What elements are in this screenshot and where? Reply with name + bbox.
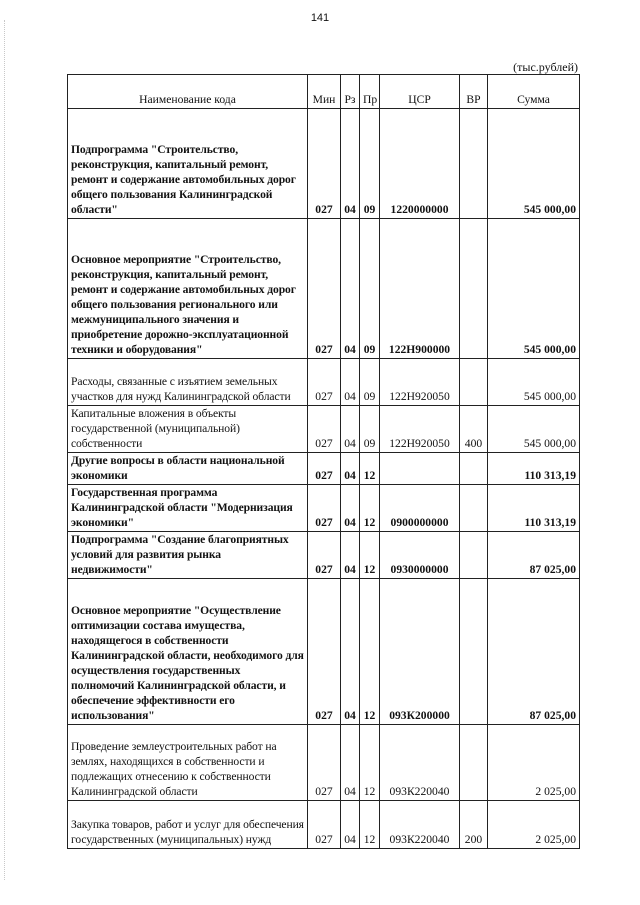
row-rz: 04 <box>341 579 360 725</box>
row-csr: 093К220040 <box>380 801 460 849</box>
row-pr: 12 <box>360 801 380 849</box>
row-name: Основное мероприятие "Строительство, реконструкция, капитальный ремонт, ремонт и содержание автомобильных дорог общего пользования регионального или межмуниципального значения и приобретение дорожно-эксплуатационной техники и оборудования" <box>68 219 308 359</box>
row-sum: 2 025,00 <box>488 801 580 849</box>
table-row <box>68 109 580 219</box>
row-sum: 545 000,00 <box>488 109 580 219</box>
row-rz: 04 <box>341 406 360 453</box>
table-row <box>68 219 580 359</box>
row-min: 027 <box>308 801 341 849</box>
row-pr: 09 <box>360 109 380 219</box>
row-name: Расходы, связанные с изъятием земельных участков для нужд Калининградской области <box>68 359 308 406</box>
row-vr <box>460 453 488 485</box>
row-sum: 87 025,00 <box>488 532 580 579</box>
table-row <box>68 532 580 579</box>
row-name: Закупка товаров, работ и услуг для обеспечения государственных (муниципальных) нужд <box>68 801 308 849</box>
row-name: Основное мероприятие "Осуществление оптимизации состава имущества, находящегося в собственности Калининградской области, необходимого для осуществления государственных полномочий Калининградской области, и обеспечение эффективности его использования" <box>68 579 308 725</box>
table-row <box>68 406 580 453</box>
row-csr: 122Н920050 <box>380 406 460 453</box>
row-vr: 400 <box>460 406 488 453</box>
row-csr: 0900000000 <box>380 485 460 532</box>
row-vr: 200 <box>460 801 488 849</box>
row-sum: 545 000,00 <box>488 359 580 406</box>
page-number: 141 <box>310 12 330 24</box>
row-vr <box>460 359 488 406</box>
row-min: 027 <box>308 406 341 453</box>
row-min: 027 <box>308 453 341 485</box>
budget-table <box>67 74 580 849</box>
row-min: 027 <box>308 579 341 725</box>
row-sum: 110 313,19 <box>488 485 580 532</box>
table-row <box>68 359 580 406</box>
row-csr: 122Н920050 <box>380 359 460 406</box>
row-csr: 093К200000 <box>380 579 460 725</box>
row-sum: 87 025,00 <box>488 579 580 725</box>
units-note: (тыс.рублей) <box>513 60 578 74</box>
row-rz: 04 <box>341 485 360 532</box>
row-pr: 09 <box>360 406 380 453</box>
row-min: 027 <box>308 725 341 801</box>
row-rz: 04 <box>341 801 360 849</box>
table-row <box>68 485 580 532</box>
row-name: Другие вопросы в области национальной экономики <box>68 453 308 485</box>
row-sum: 545 000,00 <box>488 219 580 359</box>
row-name: Капитальные вложения в объекты государственной (муниципальной) собственности <box>68 406 308 453</box>
row-pr: 12 <box>360 453 380 485</box>
row-pr: 09 <box>360 219 380 359</box>
row-vr <box>460 219 488 359</box>
row-pr: 09 <box>360 359 380 406</box>
table-row <box>68 453 580 485</box>
row-min: 027 <box>308 219 341 359</box>
row-csr: 122Н900000 <box>380 219 460 359</box>
row-rz: 04 <box>341 453 360 485</box>
row-csr <box>380 453 460 485</box>
row-rz: 04 <box>341 219 360 359</box>
row-vr <box>460 725 488 801</box>
row-sum: 545 000,00 <box>488 406 580 453</box>
row-min: 027 <box>308 485 341 532</box>
header-min: Мин <box>308 75 341 109</box>
row-vr <box>460 109 488 219</box>
row-name: Государственная программа Калининградской области "Модернизация экономики" <box>68 485 308 532</box>
row-name: Подпрограмма "Создание благоприятных условий для развития рынка недвижимости" <box>68 532 308 579</box>
row-vr <box>460 485 488 532</box>
row-rz: 04 <box>341 532 360 579</box>
row-pr: 12 <box>360 725 380 801</box>
row-csr: 1220000000 <box>380 109 460 219</box>
table-row <box>68 725 580 801</box>
row-pr: 12 <box>360 579 380 725</box>
row-rz: 04 <box>341 725 360 801</box>
header-vr: ВР <box>460 75 488 109</box>
row-rz: 04 <box>341 109 360 219</box>
table-row <box>68 801 580 849</box>
row-vr <box>460 532 488 579</box>
header-pr: Пр <box>360 75 380 109</box>
scan-margin <box>4 20 7 880</box>
header-name: Наименование кода <box>68 75 308 109</box>
row-name: Подпрограмма "Строительство, реконструкция, капитальный ремонт, ремонт и содержание автомобильных дорог общего пользования Калининградской области" <box>68 109 308 219</box>
row-name: Проведение землеустроительных работ на землях, находящихся в собственности и подлежащих отнесению к собственности Калининградской области <box>68 725 308 801</box>
header-sum: Сумма <box>488 75 580 109</box>
header-row <box>68 75 580 109</box>
row-pr: 12 <box>360 485 380 532</box>
row-min: 027 <box>308 109 341 219</box>
row-sum: 110 313,19 <box>488 453 580 485</box>
row-min: 027 <box>308 359 341 406</box>
row-rz: 04 <box>341 359 360 406</box>
row-csr: 093К220040 <box>380 725 460 801</box>
row-pr: 12 <box>360 532 380 579</box>
header-rz: Рз <box>341 75 360 109</box>
row-csr: 0930000000 <box>380 532 460 579</box>
row-min: 027 <box>308 532 341 579</box>
row-vr <box>460 579 488 725</box>
row-sum: 2 025,00 <box>488 725 580 801</box>
header-csr: ЦСР <box>380 75 460 109</box>
table-row <box>68 579 580 725</box>
